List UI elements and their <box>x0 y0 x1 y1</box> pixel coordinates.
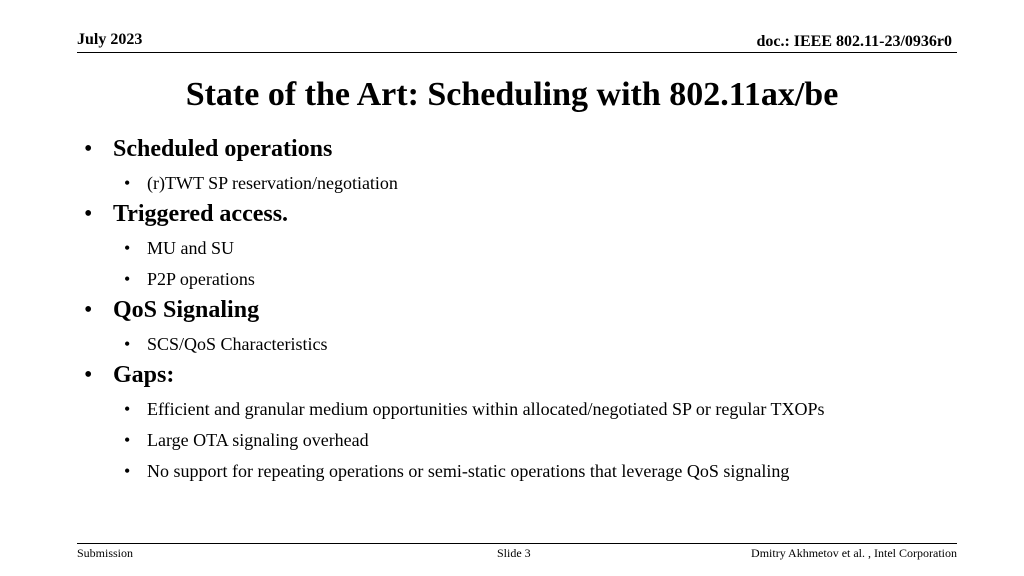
bullet-dot-icon: • <box>124 334 131 354</box>
bullet-text: QoS Signaling <box>113 297 260 323</box>
sub-bullet <box>84 332 964 356</box>
sub-bullet <box>84 267 964 291</box>
bullet-dot-icon: • <box>84 136 93 162</box>
bullet-dot-icon: • <box>84 297 93 323</box>
slide-title: State of the Art: Scheduling with 802.11ax/be <box>185 76 839 113</box>
sub-bullet-text: MU and SU <box>147 238 235 258</box>
sub-bullet-text: SCS/QoS Characteristics <box>147 334 328 354</box>
bullet-triggered-access <box>84 199 964 229</box>
footer-slide-number: Slide 3 <box>497 546 531 560</box>
footer-author: Dmitry Akhmetov et al. , Intel Corporation <box>751 546 957 560</box>
sub-bullet-text: Large OTA signaling overhead <box>147 430 369 450</box>
sub-bullet <box>84 236 964 260</box>
bullet-dot-icon: • <box>84 201 93 227</box>
footer-divider <box>77 543 957 544</box>
bullet-dot-icon: • <box>124 238 131 258</box>
header-date: July 2023 <box>77 31 143 48</box>
bullet-scheduled-operations <box>84 134 964 164</box>
bullet-dot-icon: • <box>124 461 131 481</box>
bullet-text: Gaps: <box>113 362 175 388</box>
bullet-text: Triggered access. <box>113 201 289 227</box>
header-doc-id: doc.: IEEE 802.11-23/0936r0 <box>756 33 952 50</box>
sub-bullet-text: P2P operations <box>147 269 255 289</box>
bullet-dot-icon: • <box>124 173 131 193</box>
bullet-text: Scheduled operations <box>113 136 333 162</box>
bullet-dot-icon: • <box>124 430 131 450</box>
bullet-gaps <box>84 360 964 390</box>
sub-bullet <box>84 397 964 421</box>
sub-bullet-text: (r)TWT SP reservation/negotiation <box>147 173 398 193</box>
sub-bullet <box>84 459 964 483</box>
header-divider <box>77 52 957 53</box>
sub-bullet-text: No support for repeating operations or semi-static operations that leverage QoS signaling <box>147 461 790 481</box>
sub-bullet-text: Efficient and granular medium opportunities within allocated/negotiated SP or regular TXOPs <box>147 399 825 419</box>
bullet-qos-signaling <box>84 295 964 325</box>
sub-bullet <box>84 171 964 195</box>
sub-bullet <box>84 428 964 452</box>
bullet-dot-icon: • <box>84 362 93 388</box>
footer-submission: Submission <box>77 546 134 560</box>
bullet-dot-icon: • <box>124 269 131 289</box>
bullet-dot-icon: • <box>124 399 131 419</box>
bullet-list <box>84 130 964 483</box>
